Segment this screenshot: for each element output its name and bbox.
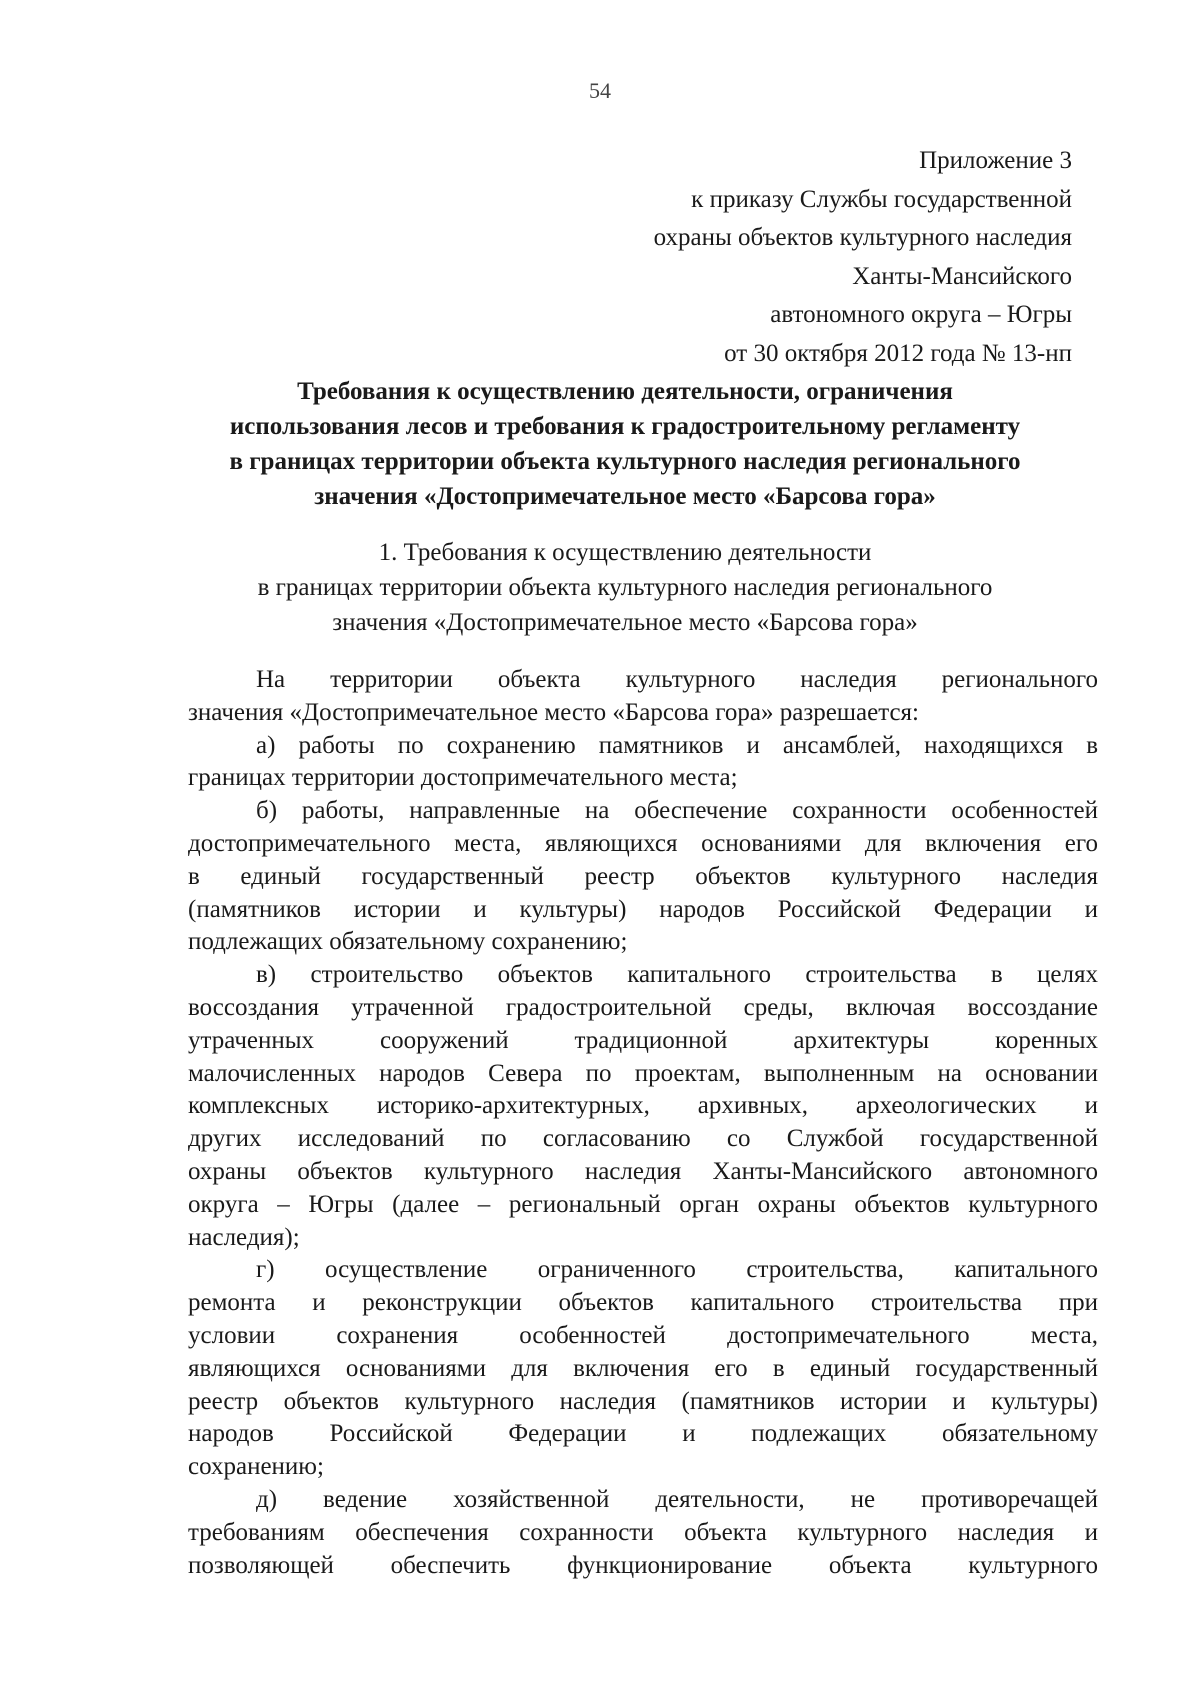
- body-line: а) работы по сохранению памятников и ансамблей, находящихся в: [256, 731, 1098, 759]
- body-line: воссоздания утраченной градостроительной среды, включая воссоздание: [188, 993, 1098, 1021]
- body-line: г) осуществление ограниченного строительства, капитального: [256, 1256, 1098, 1284]
- body-line: малочисленных народов Севера по проектам, выполненным на основании: [188, 1059, 1098, 1087]
- body-line: реестр объектов культурного наследия (памятников истории и культуры): [188, 1387, 1098, 1415]
- appendix-line: Ханты-Мансийского: [852, 262, 1072, 290]
- appendix-line: автономного округа – Югры: [770, 301, 1072, 328]
- body-line: подлежащих обязательному сохранению;: [188, 928, 628, 956]
- page-number: 54: [589, 78, 611, 103]
- body-line: границах территории достопримечательного места;: [188, 764, 738, 792]
- appendix-line: охраны объектов культурного наследия: [653, 224, 1072, 251]
- appendix-line: Приложение 3: [919, 147, 1072, 174]
- body-line: достопримечательного места, являющихся основаниями для включения его: [188, 829, 1098, 857]
- appendix-line: от 30 октября 2012 года № 13-нп: [724, 339, 1072, 367]
- body-line: в) строительство объектов капитального строительства в целях: [256, 961, 1098, 989]
- body-line: других исследований по согласованию со Службой государственной: [188, 1125, 1098, 1153]
- title-line: значения «Достопримечательное место «Барсова гора»: [314, 483, 936, 510]
- title-line: в границах территории объекта культурного наследия регионального: [229, 448, 1021, 475]
- body-line: На территории объекта культурного наследия регионального: [256, 666, 1098, 693]
- body-line: условии сохранения особенностей достопримечательного места,: [188, 1321, 1098, 1349]
- body-line: комплексных историко-архитектурных, архивных, археологических и: [188, 1092, 1098, 1120]
- body-line: наследия);: [188, 1223, 300, 1251]
- body-line: б) работы, направленные на обеспечение сохранности особенностей: [256, 797, 1098, 825]
- appendix-header: [432, 142, 1072, 373]
- section-heading-line: 1. Требования к осуществлению деятельности: [378, 539, 872, 566]
- body-line: утраченных сооружений традиционной архитектуры коренных: [188, 1026, 1098, 1054]
- body-line: сохранению;: [188, 1453, 324, 1481]
- appendix-line: к приказу Службы государственной: [691, 185, 1072, 213]
- body-line: (памятников истории и культуры) народов Российской Федерации и: [188, 895, 1098, 923]
- body-line: ремонта и реконструкции объектов капитального строительства при: [188, 1289, 1098, 1317]
- title-line: использования лесов и требования к градостроительному регламенту: [229, 413, 1021, 440]
- body-line: охраны объектов культурного наследия Ханты-Мансийского автономного: [188, 1157, 1098, 1185]
- body-line: народов Российской Федерации и подлежащих обязательному: [188, 1420, 1098, 1448]
- body-line: значения «Достопримечательное место «Барсова гора» разрешается:: [188, 698, 920, 726]
- body-line: являющихся основаниями для включения его в единый государственный: [188, 1354, 1098, 1382]
- section-heading-line: в границах территории объекта культурного наследия регионального: [257, 574, 993, 601]
- document-title: [150, 374, 1100, 514]
- document-body: [188, 664, 1098, 1582]
- section-heading: [150, 535, 1100, 640]
- title-line: Требования к осуществлению деятельности, ограничения: [297, 378, 953, 405]
- body-line: округа – Югры (далее – региональный орган охраны объектов культурного: [188, 1190, 1098, 1218]
- body-line: требованиям обеспечения сохранности объекта культурного наследия и: [188, 1518, 1098, 1546]
- body-line: позволяющей обеспечить функционирование объекта культурного: [188, 1551, 1098, 1579]
- section-heading-line: значения «Достопримечательное место «Барсова гора»: [332, 609, 918, 636]
- body-line: в единый государственный реестр объектов культурного наследия: [188, 862, 1098, 890]
- body-line: д) ведение хозяйственной деятельности, не противоречащей: [256, 1485, 1098, 1513]
